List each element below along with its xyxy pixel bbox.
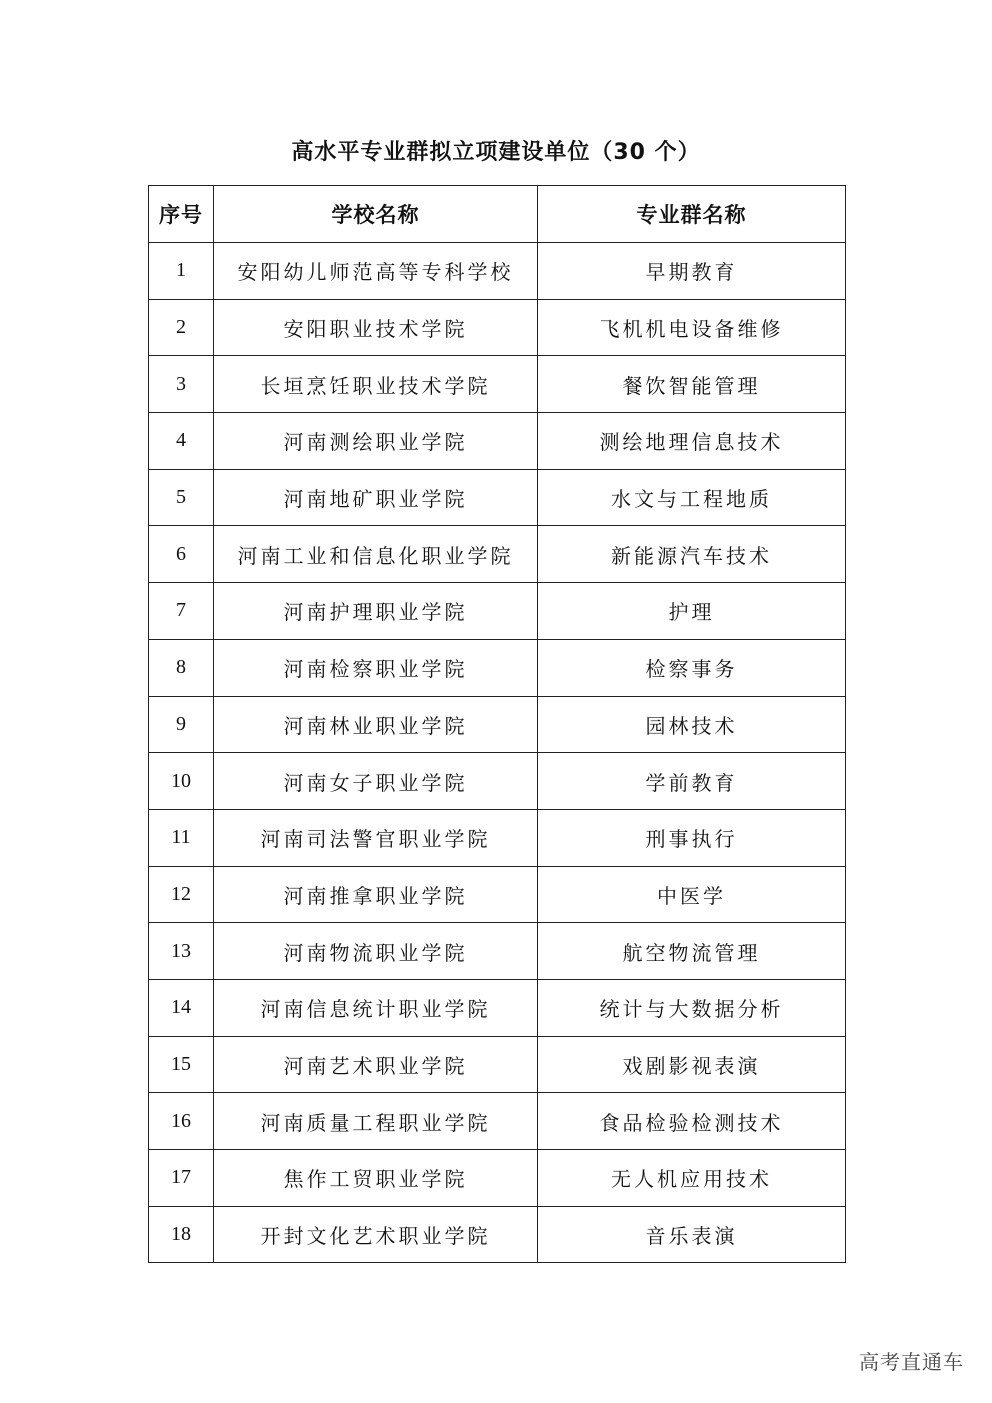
table-row <box>149 1206 846 1263</box>
table-row <box>149 1150 846 1207</box>
page-title: 高水平专业群拟立项建设单位（30 个） <box>291 140 701 165</box>
row-index: 11 <box>149 809 214 866</box>
row-index: 6 <box>149 526 214 583</box>
row-index: 13 <box>149 923 214 980</box>
school-name: 河南司法警官职业学院 <box>214 809 538 866</box>
school-name: 焦作工贸职业学院 <box>214 1150 538 1207</box>
row-index: 17 <box>149 1150 214 1207</box>
school-name: 开封文化艺术职业学院 <box>214 1206 538 1263</box>
table-row <box>149 299 846 356</box>
table-row <box>149 413 846 470</box>
school-name: 长垣烹饪职业技术学院 <box>214 356 538 413</box>
row-index: 9 <box>149 696 214 753</box>
school-name: 安阳幼儿师范高等专科学校 <box>214 243 538 300</box>
table-row <box>149 809 846 866</box>
group-name: 新能源汽车技术 <box>538 526 846 583</box>
school-name: 河南地矿职业学院 <box>214 469 538 526</box>
row-index: 7 <box>149 583 214 640</box>
group-name: 音乐表演 <box>538 1206 846 1263</box>
row-index: 5 <box>149 469 214 526</box>
group-name: 早期教育 <box>538 243 846 300</box>
column-header-index: 序号 <box>149 186 214 243</box>
group-name: 学前教育 <box>538 753 846 810</box>
group-name: 刑事执行 <box>538 809 846 866</box>
school-name: 河南质量工程职业学院 <box>214 1093 538 1150</box>
school-name: 河南物流职业学院 <box>214 923 538 980</box>
row-index: 16 <box>149 1093 214 1150</box>
table-row <box>149 1093 846 1150</box>
table-row <box>149 243 846 300</box>
group-name: 航空物流管理 <box>538 923 846 980</box>
table-row <box>149 469 846 526</box>
table-row <box>149 583 846 640</box>
row-index: 3 <box>149 356 214 413</box>
table-row <box>149 979 846 1036</box>
school-name: 河南推拿职业学院 <box>214 866 538 923</box>
column-header-group: 专业群名称 <box>538 186 846 243</box>
row-index: 15 <box>149 1036 214 1093</box>
group-name: 戏剧影视表演 <box>538 1036 846 1093</box>
column-header-school: 学校名称 <box>214 186 538 243</box>
table-row <box>149 526 846 583</box>
school-name: 河南测绘职业学院 <box>214 413 538 470</box>
table-row <box>149 696 846 753</box>
group-name: 食品检验检测技术 <box>538 1093 846 1150</box>
watermark-text: 高考直通车 <box>859 1350 964 1374</box>
school-name: 河南女子职业学院 <box>214 753 538 810</box>
row-index: 4 <box>149 413 214 470</box>
school-name: 安阳职业技术学院 <box>214 299 538 356</box>
school-name: 河南检察职业学院 <box>214 639 538 696</box>
table-row <box>149 1036 846 1093</box>
group-name: 水文与工程地质 <box>538 469 846 526</box>
row-index: 18 <box>149 1206 214 1263</box>
group-name: 中医学 <box>538 866 846 923</box>
school-name: 河南信息统计职业学院 <box>214 979 538 1036</box>
table-row <box>149 356 846 413</box>
table-row <box>149 753 846 810</box>
group-name: 统计与大数据分析 <box>538 979 846 1036</box>
group-name: 餐饮智能管理 <box>538 356 846 413</box>
group-name: 园林技术 <box>538 696 846 753</box>
table-row <box>149 639 846 696</box>
row-index: 14 <box>149 979 214 1036</box>
group-name: 飞机机电设备维修 <box>538 299 846 356</box>
table-header-row <box>149 186 846 243</box>
table-row <box>149 923 846 980</box>
table-row <box>149 866 846 923</box>
row-index: 10 <box>149 753 214 810</box>
school-name: 河南护理职业学院 <box>214 583 538 640</box>
group-name: 护理 <box>538 583 846 640</box>
row-index: 2 <box>149 299 214 356</box>
group-name: 测绘地理信息技术 <box>538 413 846 470</box>
group-name: 无人机应用技术 <box>538 1150 846 1207</box>
row-index: 1 <box>149 243 214 300</box>
row-index: 8 <box>149 639 214 696</box>
school-name: 河南艺术职业学院 <box>214 1036 538 1093</box>
group-name: 检察事务 <box>538 639 846 696</box>
row-index: 12 <box>149 866 214 923</box>
school-name: 河南林业职业学院 <box>214 696 538 753</box>
school-name: 河南工业和信息化职业学院 <box>214 526 538 583</box>
units-table <box>148 185 846 1263</box>
